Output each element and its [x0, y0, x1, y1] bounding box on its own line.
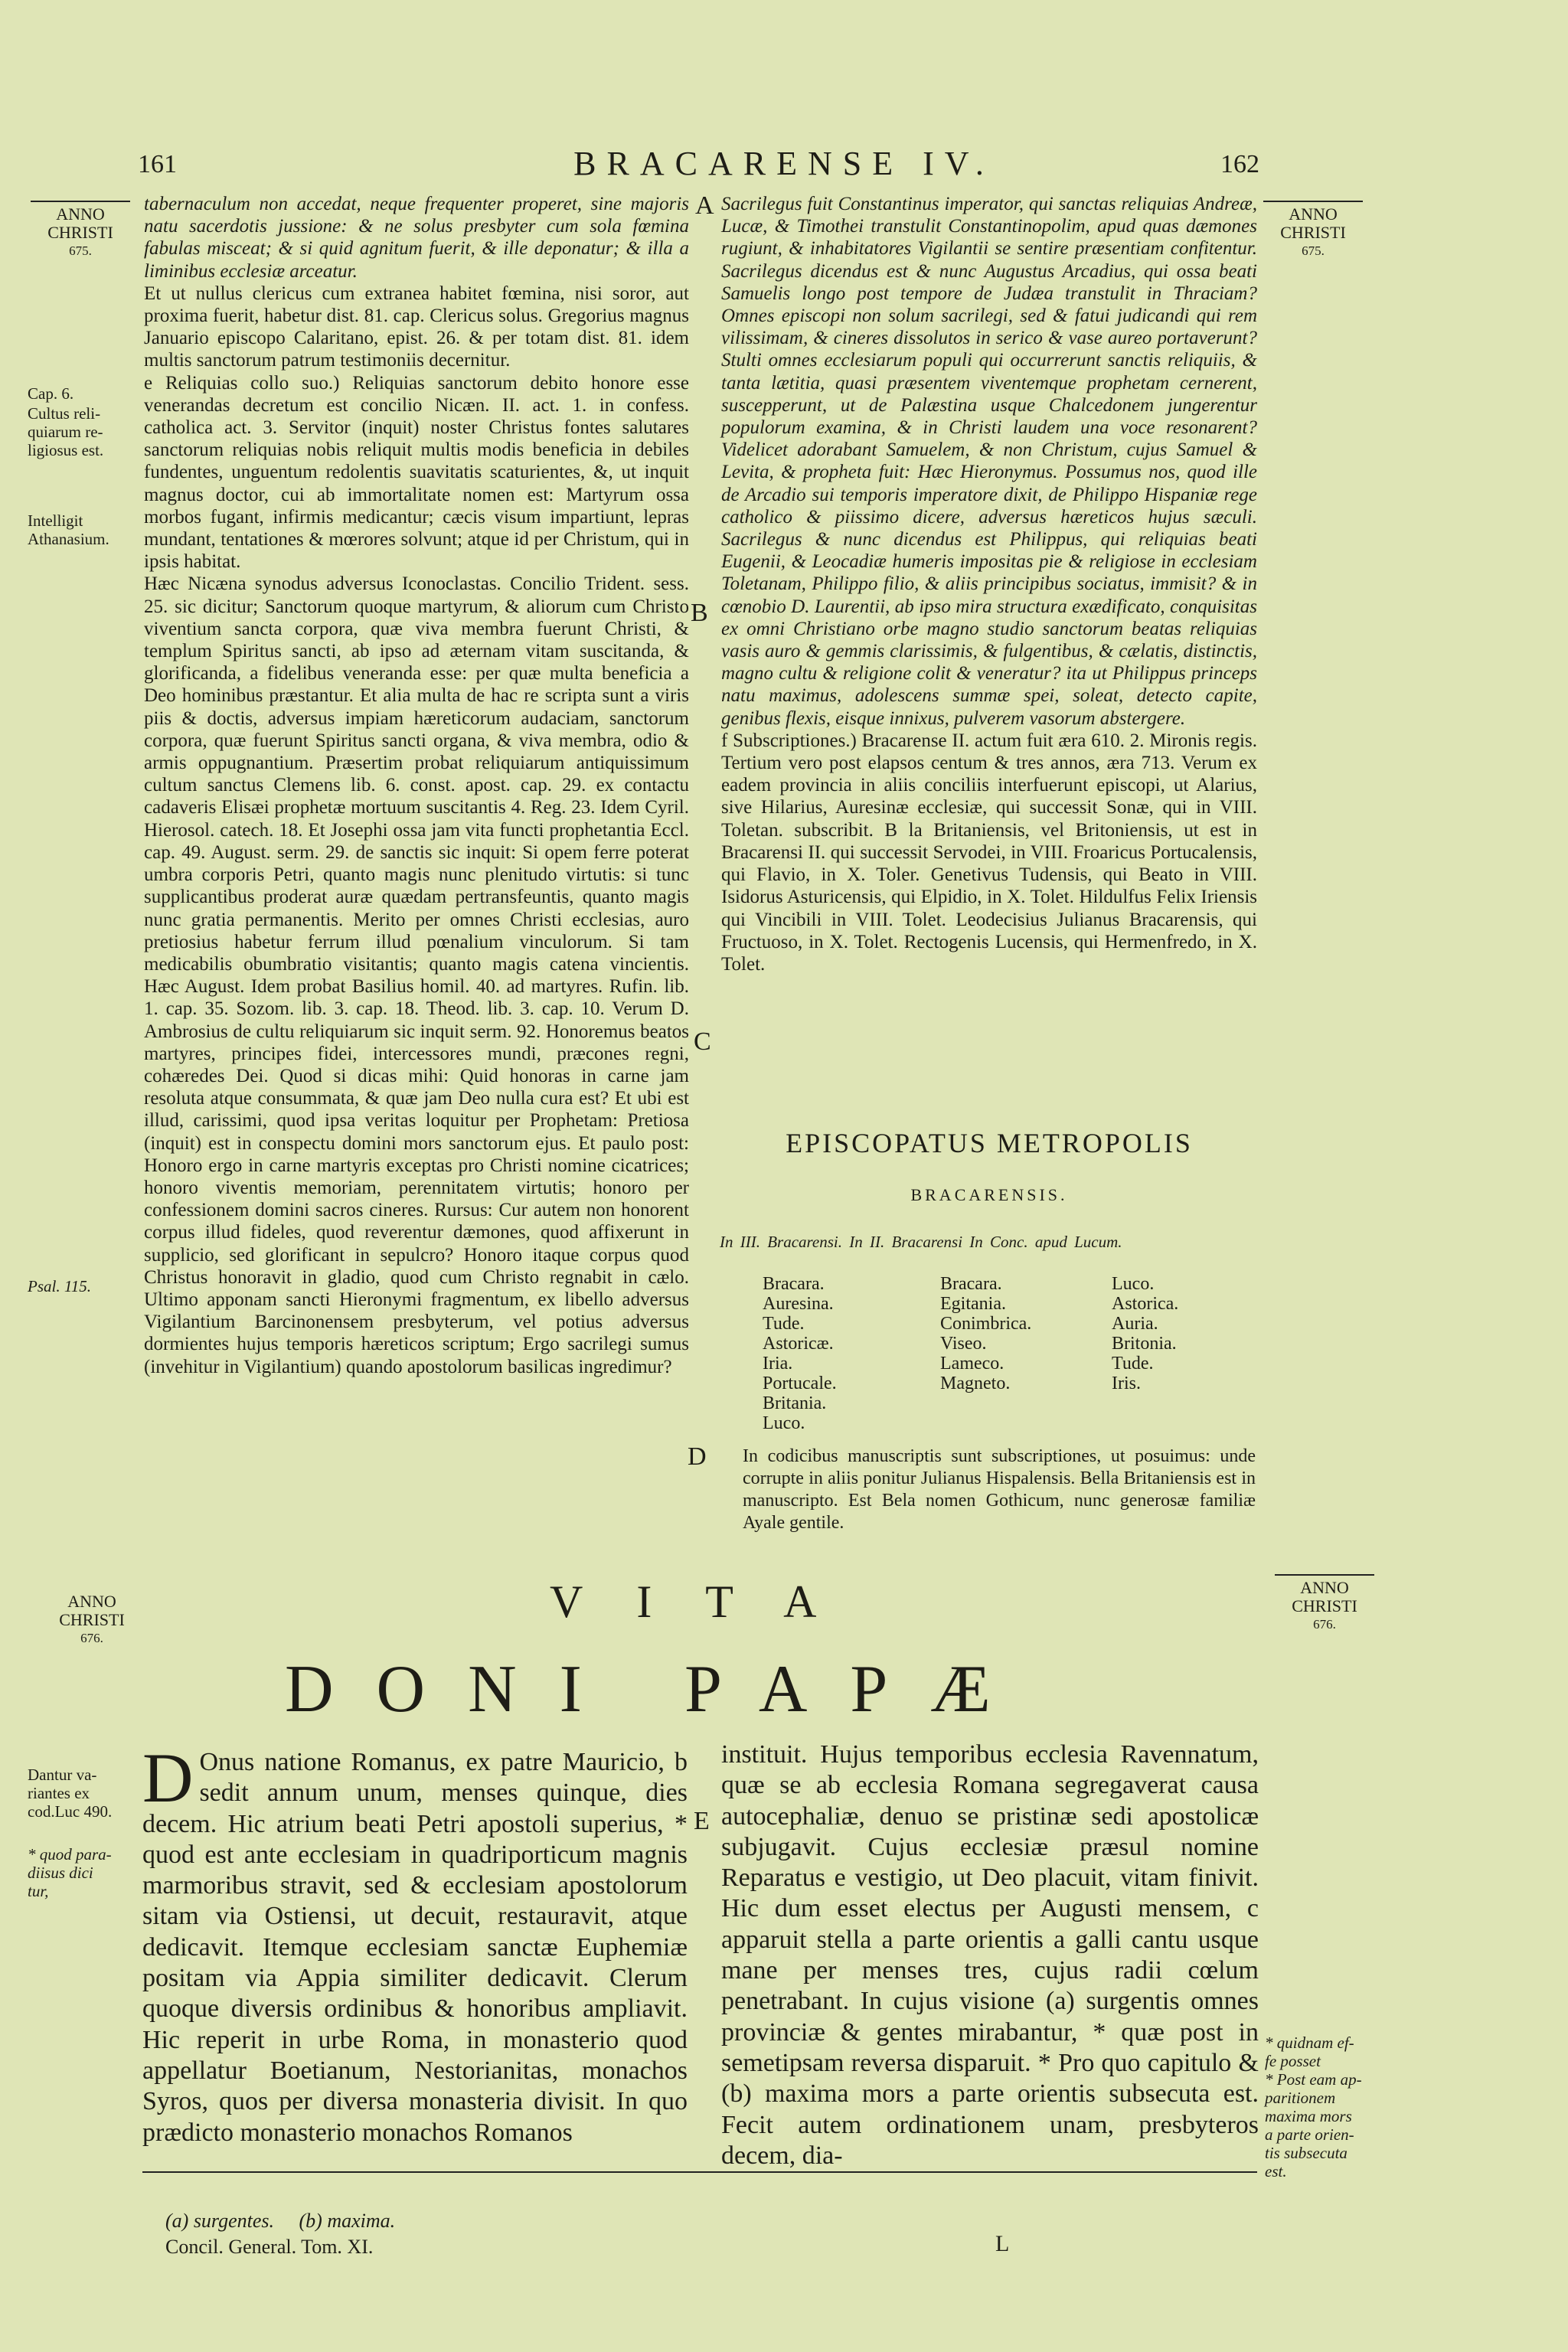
right-page-number: 162	[1220, 150, 1259, 178]
paragraph: Et ut nullus clericus cum extranea habitet fœmina, nisi soror, aut proxima fuerit, habetur dist. 81. cap. Clericus solus. Gregorius magnus Januario episcopo Calaritano, epist. 26. & per totam dist. 81. idem multis sanctorum patrum testimoniis decernitur.	[144, 283, 689, 371]
episcopatus-column-heading: In III. Bracarensi. In II. Bracarensi In Conc. apud Lucum.	[720, 1233, 1122, 1251]
paragraph: f Subscriptiones.) Bracarense II. actum fuit æra 610. 2. Mironis regis. Tertium vero post elapsos centum & tres annos, æra 713. Verum ex eadem provincia in aliis conciliis interfuerunt episcopi, ut Alarius, sive Hilarius, Auresinæ ecclesiæ, qui successit Sonæ, qui in VIII. Toletan. subscribit. B la Britaniensis, vel Britoniensis, ut est in Bracarensi II. qui successit Servodei, in VIII. Froaricus Portucalensis, qui Flavio, in X. Toler. Genetivus Tudensis, qui Beato in VIII. Isidorus Asturicensis, qui Elpidio, in X. Tolet. Hildulfus Felix Iriensis qui Vincibili in VIII. Tolet. Leodecisius Julianus Bracarensis, qui Fructuoso, in X. Tolet. Rectogenis Lucensis, qui Hermenfredo, in X. Tolet.	[721, 730, 1257, 975]
anno-word: ANNO	[1300, 1578, 1349, 1597]
see-item: Astorica.	[1112, 1294, 1179, 1314]
side-letter-e: E	[694, 1807, 710, 1835]
anno-year: 675.	[69, 243, 92, 258]
vita-paragraph: instituit. Hujus temporibus ecclesia Ravennatum, quæ se ab ecclesia Romana segregaverat causa autocephaliæ, denuo se pristinæ sedi apostolicæ subjugavit. Cujus ecclesiæ præsul nomine Reparatus e vestigio, ut Deo placuit, vitam finivit. Hic dum esset electus per Augusti mensem, c apparuit stella a parte orientis a galli cantu usque mane per menses tres, cujus radii cœlum penetrabant. In cujus visione (a) surgentis omnes provinciæ & gentes mirabantur, * quæ post in semetipsam reversa disparuit. * Pro quo capitulo & (b) maxima mors a parte orientis subsecuta est. Fecit autem ordinationem unam, presbyteros decem, dia-	[721, 1740, 1259, 2170]
see-item: Luco.	[1112, 1274, 1155, 1294]
paragraph: Hæc Nicæna synodus adversus Iconoclastas. Concilio Trident. sess. 25. sic dicitur; Sanctorum quoque martyrum, & aliorum cum Christo viventium sancta corpora, quæ viva membra fuerunt Christi, & templum Spiritus sancti, ab ipso ad æternam vitam suscitanda, & glorificanda, a fidelibus veneranda esse: per quæ multa beneficia a Deo hominibus præstantur. Et alia multa de hac re scripta sunt a viris piis & doctis, adversus impiam hæreticorum audaciam, sanctorum corpora, quæ fuerunt Spiritus sancti organa, & viva membra, odio & armis oppugnantium. Præsertim probat reliquiarum antiquissimum cultum sanctus Clemens lib. 6. const. apost. cap. 29. ex contactu cadaveris Elisæi prophetæ mortuum suscitantis 4. Reg. 23. Idem Cyril. Hierosol. catech. 18. Et Josephi ossa jam vita functi prophetantia Eccl. cap. 49. August. serm. 29. de sanctis sic inquit: Si opem ferre poterat umbra corporis Petri, quanto magis nunc plenitudo virtutis: si tunc supplicantibus proderat auræ quædam pertransfeuntis, quanto magis nunc gratia permanentis. Merito per omnes Christi ecclesias, auro pretiosius habetur ferrum illud pœnalium vinculorum. Si tam medicabilis obumbratio visitantis; quanto magis catena vincientis. Hæc August. Idem probat Basilius homil. 40. ad martyres. Rufin. lib. 1. cap. 35. Sozom. lib. 3. cap. 18. Theod. lib. 3. cap. 10. Verum D. Ambrosius de cultu reliquiarum sic inquit serm. 92. Honoremus beatos martyres, principes fidei, intercessores mundi, præcones regni, cohæredes Dei. Quod si dicas mihi: Quid honoras in carne jam resoluta atque consummata, & quæ jam Deo nulla cura est? Et ubi est illud, carissimi, quod ipsa veritas loquitur per Prophetam: Pretiosa (inquit) est in conspectu domini mors sanctorum ejus. Et paulo post: Honoro ergo in carne martyris exceptas pro Christi nomine cicatrices; honoro viventis memoriam, perennitatem virtutis; honoro per confessionem domini sacros cineres. Rursus: Cur autem non honorent corpus illud fideles, quod reverentur dæmones, quod affixerunt in supplicio, sed glorificant in sepulcro? Honoro itaque corpus quod Christus honoravit in gladio, quod cum Christo regnabit in cælo. Ultimo apponam sancti Hieronymi fragmentum, ex libello adversus Vigilantium Barcinonensem presbyterum, vel potius adversus dormientes hujus temporis hæreticos scriptum; Ergo sacrilegi sumus (invehitur in Vigilantium) quando apostolorum basilicas ingredimur?	[144, 573, 689, 1377]
see-item: Viseo.	[940, 1334, 987, 1354]
left-commentary-column	[144, 193, 689, 1378]
margin-line: Cultus reli-	[28, 404, 101, 423]
margin-line: ligiosus est.	[28, 441, 104, 459]
anno-word: ANNO	[56, 204, 105, 224]
margin-line: riantes ex	[28, 1784, 90, 1802]
see-list-1	[763, 1274, 916, 1433]
doni-papae-heading: DONI PAPÆ	[285, 1652, 1034, 1726]
margin-line: Intelligit	[28, 511, 83, 530]
see-item: Magneto.	[940, 1374, 1011, 1393]
christi-word: CHRISTI	[59, 1610, 125, 1629]
margin-note-dantur	[28, 1766, 142, 1821]
drop-capital: D	[142, 1739, 194, 1817]
margin-note-cultus	[28, 404, 142, 459]
see-item: Iria.	[763, 1354, 793, 1374]
margin-line: fe posset	[1265, 2052, 1321, 2070]
see-item: Bracara.	[763, 1274, 825, 1294]
anno-rule	[1263, 201, 1363, 202]
vita-heading: VITA	[550, 1576, 871, 1627]
see-item: Lameco.	[940, 1354, 1004, 1374]
see-item: Bracara.	[940, 1274, 1002, 1294]
right-commentary-column	[721, 193, 1257, 975]
margin-line: maxima mors	[1265, 2107, 1352, 2125]
see-item: Astoricæ.	[763, 1334, 834, 1354]
side-letter-c: C	[694, 1027, 711, 1056]
see-item: Conimbrica.	[940, 1314, 1032, 1334]
margin-line: Dantur va-	[28, 1766, 97, 1784]
see-item: Britonia.	[1112, 1334, 1177, 1354]
paragraph: tabernaculum non accedat, neque frequenter properet, sine majoris natu sacerdotis jussione: & ne solus presbyter cum sola fœmina fabulas misceat; & si quid agnitum fuerit, & ille deponatur; & illa a liminibus ecclesiæ arceatur.	[144, 194, 689, 282]
margin-line: paritionem	[1265, 2089, 1336, 2107]
margin-line: tur,	[28, 1882, 49, 1900]
margin-line: cod.Luc 490.	[28, 1802, 113, 1821]
christi-word: CHRISTI	[47, 223, 113, 242]
anno-year: 676.	[80, 1631, 103, 1645]
margin-line: Athanasium.	[28, 530, 109, 548]
anno-christi-right-mid	[1263, 1574, 1386, 1634]
side-letter-b: B	[691, 599, 708, 627]
see-item: Auresina.	[763, 1294, 834, 1314]
see-item: Portucale.	[763, 1374, 837, 1393]
anno-christi-right-top	[1263, 201, 1363, 260]
margin-line: quiarum re-	[28, 423, 103, 441]
christi-word: CHRISTI	[1292, 1596, 1357, 1615]
episcopatus-note: In codicibus manuscriptis sunt subscriptiones, ut posuimus: unde corrupte in aliis ponitur Julianus Hispalensis. Bella Britaniensis est in manuscripto. Est Bela nomen Gothicum, nunc generosæ familiæ Ayale gentile.	[743, 1446, 1256, 1533]
see-item: Egitania.	[940, 1294, 1006, 1314]
margin-line: * Post eam ap-	[1265, 2070, 1362, 2089]
see-item: Luco.	[763, 1413, 805, 1433]
running-title: BRACARENSE IV.	[573, 145, 995, 182]
anno-word: ANNO	[67, 1592, 116, 1611]
margin-line: * quidnam ef-	[1265, 2034, 1354, 2052]
footer-volume: Concil. General. Tom. XI.	[165, 2236, 374, 2258]
vita-text: Onus natione Romanus, ex patre Mauricio, b sedit annum unum, menses quinque, dies decem. Hic atrium beati Petri apostoli superius, * quod est ante ecclesiam in quadriporticum magnis marmoribus stravit, sed & ecclesiam apostolorum sitam via Ostiensi, ut decuit, restauravit, atque dedicavit. Itemque ecclesiam sanctæ Euphemiæ positam via Appia similiter dedicavit. Clerum quoque diversis ordinibus & honoribus ampliavit. Hic reperit in urbe Roma, in monasterio quod appellatur Boetianum, Nestorianitas, monachos Syros, quos per diversa monasteria divisit. In quo prædicto monasterio monachos Romanos	[142, 1748, 688, 2147]
margin-line: * quod para-	[28, 1845, 112, 1864]
margin-line: diisus dici	[28, 1864, 93, 1882]
see-item: Auria.	[1112, 1314, 1158, 1334]
anno-rule	[31, 201, 130, 202]
margin-line: a parte orien-	[1265, 2125, 1354, 2144]
footer-signature: L	[995, 2231, 1010, 2256]
see-list-3	[1112, 1274, 1250, 1393]
episcopatus-subtitle: BRACARENSIS.	[910, 1185, 1068, 1204]
christi-word: CHRISTI	[1280, 223, 1346, 242]
see-list-2	[940, 1274, 1093, 1393]
anno-christi-left-top	[31, 201, 130, 260]
see-item: Britania.	[763, 1393, 827, 1413]
paragraph: Sacrilegus fuit Constantinus imperator, qui sanctas reliquias Andreæ, Lucæ, & Timothei transtulit Constantinopolim, apud quas dæmones rugiunt, & inhabitatores Vigilantii se sentire præsentiam confitentur. Sacrilegus dicendus est & nunc Augustus Arcadius, qui ossa beati Samuelis longo post tempore de Judæa transtulit in Thraciam? Omnes episcopi non solum sacrilegi, sed & fatui judicandi qui rem vilissimam, & cineres dissolutos in serico & vase aureo portaverunt? Stulti omnes ecclesiarum populi qui occurrerunt sanctis reliquiis, & tanta lætitia, quasi præsentem viventemque prophetam cernerent, suscepperunt, ut de Palæstina usque Chalcedonem jungerentur populorum examina, & in Christi laudem una voce resonarent? Videlicet adorabant Samuelem, & non Christum, cujus Samuel & Levita, & propheta fuit: Hæc Hieronymus. Possumus nos, quod ille de Arcadio sui temporis imperatore dixit, de Philippo Hispaniæ rege catholico & piissimo dicere, adversus hæreticos hujus sæculi. Sacrilegus & nunc dicendus est Philippus, qui reliquias beati Eugenii, & Leocadiæ humeris impositas pie & religiose in ecclesiam Toletanam, Philippo filio, & aliis principibus sociatus, immisit? & in cœnobio D. Laurentii, ab ipso mira structura exædificato, conquisitas ex omni Christiano orbe magno studio sanctorum beatas reliquias vasis auro & gemmis clarissimis, & fulgentibus, & cælatis, distinctis, magno cultu & religione colit & veneratur? ita ut Philippus princeps natu maximus, adolescens summæ spei, soleat, detecto capite, genibus flexis, eisque innixus, pulverem vasorum abstergere.	[721, 194, 1257, 729]
see-item: Tude.	[763, 1314, 805, 1334]
margin-note-intelligit	[28, 511, 142, 548]
vita-paragraph	[142, 1739, 688, 2148]
footnote-rule	[142, 2171, 1257, 2173]
see-item: Tude.	[1112, 1354, 1154, 1374]
anno-year: 675.	[1302, 243, 1325, 258]
left-page-number: 161	[138, 150, 177, 178]
margin-note-psal: Psal. 115.	[28, 1277, 92, 1295]
vita-left-column	[142, 1739, 688, 2148]
side-letter-d: D	[688, 1442, 707, 1471]
margin-note-cap: Cap. 6.	[28, 384, 74, 403]
episcopatus-title: EPISCOPATUS METROPOLIS	[786, 1128, 1193, 1158]
paragraph: e Reliquias collo suo.) Reliquias sanctorum debito honore esse venerandas decretum est concilio Nicæn. II. act. 1. in confess. catholica act. 3. Servitor (inquit) noster Christus fontes salutares sanctorum reliquias nobis reliquit multis modis beneficia in debiles fundentes, unguentum redolentis suavitatis scaturientes, &, ut inquit magnus doctor, cui ab immortalitate nomen est: Martyrum ossa morbos fugant, infirmis medicantur; cæcis visum impartiunt, lepras mundant, tentationes & mœrores solvunt; atque id per Christum, qui in ipsis habitat.	[144, 372, 689, 573]
margin-note-right-bottom	[1265, 2034, 1403, 2180]
anno-year: 676.	[1313, 1617, 1336, 1632]
see-item: Iris.	[1112, 1374, 1141, 1393]
anno-christi-left-mid	[31, 1592, 153, 1648]
anno-rule	[1275, 1574, 1374, 1576]
footnotes: (a) surgentes. (b) maxima.	[165, 2210, 396, 2232]
anno-word: ANNO	[1289, 204, 1338, 224]
side-letter-a: A	[695, 191, 714, 220]
margin-note-quod	[28, 1845, 142, 1900]
margin-line: tis subsecuta	[1265, 2144, 1348, 2162]
margin-line: est.	[1265, 2162, 1287, 2180]
vita-right-column	[721, 1740, 1259, 2171]
